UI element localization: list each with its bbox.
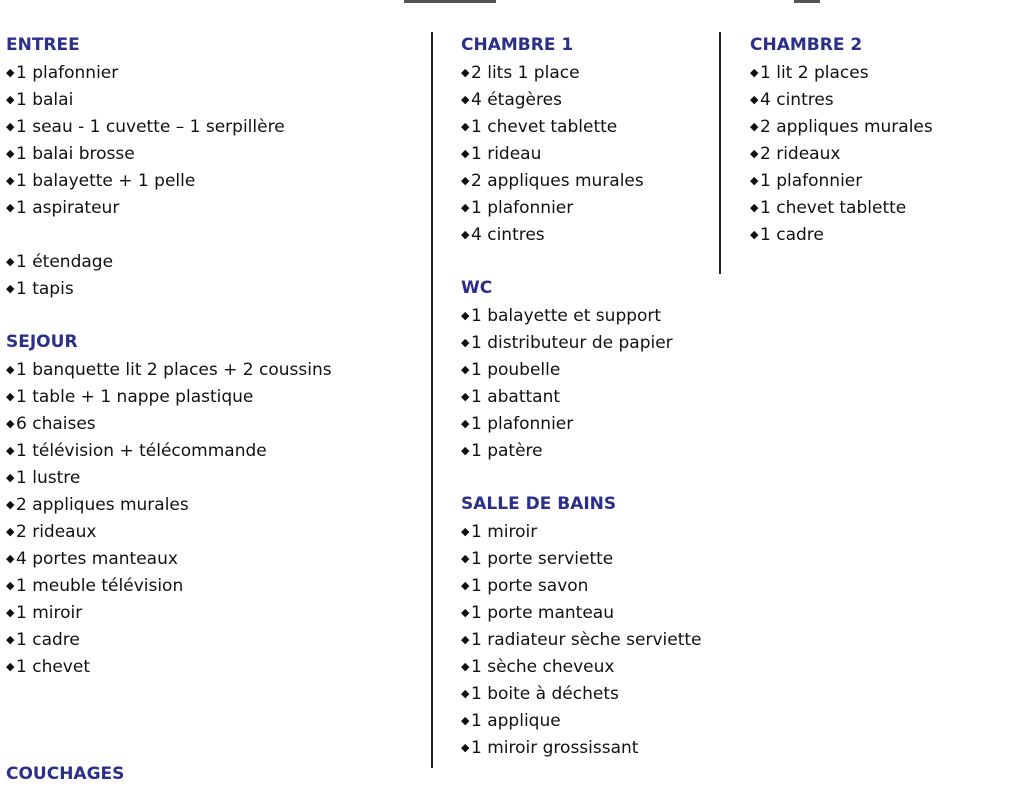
bullet-icon: ◆ <box>6 201 15 214</box>
bullet-icon: ◆ <box>6 390 15 403</box>
inventory-item <box>461 113 717 140</box>
inventory-item <box>6 140 426 167</box>
bullet-icon: ◆ <box>461 201 470 214</box>
inventory-item <box>461 653 717 680</box>
item-label: 1 miroir grossissant <box>471 738 639 758</box>
inventory-item <box>6 653 426 680</box>
bullet-icon: ◆ <box>461 633 470 646</box>
inventory-item <box>6 383 426 410</box>
inventory-item <box>6 572 426 599</box>
item-label: 1 porte serviette <box>471 549 614 569</box>
section-chambre-1 <box>461 32 717 248</box>
section-wc <box>461 275 717 464</box>
column-divider-left <box>431 32 433 768</box>
item-label: 2 appliques murales <box>760 117 933 137</box>
section-entree <box>6 32 426 302</box>
inventory-item <box>6 113 426 140</box>
bullet-icon: ◆ <box>750 120 759 133</box>
item-label: 1 chevet <box>16 657 90 677</box>
bullet-icon: ◆ <box>6 174 15 187</box>
inventory-item <box>6 194 426 221</box>
bullet-icon: ◆ <box>6 471 15 484</box>
section-title: WC <box>461 278 493 298</box>
column-1 <box>6 32 426 788</box>
item-label: 1 abattant <box>471 387 561 407</box>
bullet-icon: ◆ <box>461 552 470 565</box>
item-label: 1 table + 1 nappe plastique <box>16 387 254 407</box>
bullet-icon: ◆ <box>6 120 15 133</box>
bullet-icon: ◆ <box>6 606 15 619</box>
item-label: 1 balai brosse <box>16 144 135 164</box>
inventory-item <box>6 410 426 437</box>
bullet-icon: ◆ <box>6 579 15 592</box>
bullet-icon: ◆ <box>6 255 15 268</box>
item-label: 1 chevet tablette <box>760 198 907 218</box>
inventory-item <box>6 59 426 86</box>
item-label: 1 plafonnier <box>760 171 863 191</box>
item-label: 1 tapis <box>16 279 74 299</box>
inventory-item <box>6 86 426 113</box>
item-label: 1 aspirateur <box>16 198 120 218</box>
inventory-item <box>461 167 717 194</box>
inventory-item <box>461 707 717 734</box>
inventory-item <box>461 680 717 707</box>
item-label: 1 balayette et support <box>471 306 662 326</box>
item-label: 2 rideaux <box>760 144 841 164</box>
inventory-item <box>750 86 1020 113</box>
item-label: 6 chaises <box>16 414 96 434</box>
item-label: 4 cintres <box>471 225 545 245</box>
top-cropped-mark <box>794 0 820 3</box>
item-label: 2 lits 1 place <box>471 63 580 83</box>
section-title: SEJOUR <box>6 332 78 352</box>
inventory-item <box>461 410 717 437</box>
inventory-item <box>461 626 717 653</box>
bullet-icon: ◆ <box>461 444 470 457</box>
bullet-icon: ◆ <box>461 579 470 592</box>
bullet-icon: ◆ <box>461 120 470 133</box>
bullet-icon: ◆ <box>750 174 759 187</box>
bullet-icon: ◆ <box>750 66 759 79</box>
inventory-item <box>461 302 717 329</box>
item-label: 1 applique <box>471 711 561 731</box>
section-sejour <box>6 329 426 680</box>
bullet-icon: ◆ <box>461 606 470 619</box>
item-label: 1 sèche cheveux <box>471 657 615 677</box>
bullet-icon: ◆ <box>461 687 470 700</box>
item-label: 1 plafonnier <box>471 414 574 434</box>
inventory-item <box>461 194 717 221</box>
bullet-icon: ◆ <box>6 66 15 79</box>
bullet-icon: ◆ <box>461 66 470 79</box>
item-label: 1 lit 2 places <box>760 63 869 83</box>
bullet-icon: ◆ <box>461 714 470 727</box>
item-label: 1 plafonnier <box>16 63 119 83</box>
bullet-icon: ◆ <box>6 363 15 376</box>
top-cropped-mark <box>404 0 496 3</box>
bullet-icon: ◆ <box>6 552 15 565</box>
inventory-item <box>461 86 717 113</box>
inventory-item <box>6 626 426 653</box>
inventory-item <box>461 734 717 761</box>
item-label: 1 distributeur de papier <box>471 333 673 353</box>
inventory-item <box>461 221 717 248</box>
item-label: 1 radiateur sèche serviette <box>471 630 702 650</box>
item-label: 4 étagères <box>471 90 562 110</box>
bullet-icon: ◆ <box>6 660 15 673</box>
bullet-icon: ◆ <box>6 282 15 295</box>
bullet-icon: ◆ <box>461 390 470 403</box>
bullet-icon: ◆ <box>750 147 759 160</box>
section-title: COUCHAGES <box>6 764 125 784</box>
inventory-item <box>6 464 426 491</box>
bullet-icon: ◆ <box>461 147 470 160</box>
section-title: CHAMBRE 2 <box>750 35 863 55</box>
bullet-icon: ◆ <box>461 309 470 322</box>
bullet-icon: ◆ <box>461 660 470 673</box>
item-label: 1 meuble télévision <box>16 576 184 596</box>
inventory-item <box>6 275 426 302</box>
inventory-item <box>750 167 1020 194</box>
item-label: 1 étendage <box>16 252 114 272</box>
inventory-item <box>6 248 426 275</box>
section-title: CHAMBRE 1 <box>461 35 574 55</box>
inventory-item <box>6 545 426 572</box>
section-title: SALLE DE BAINS <box>461 494 617 514</box>
item-label: 1 banquette lit 2 places + 2 coussins <box>16 360 332 380</box>
item-label: 1 porte manteau <box>471 603 614 623</box>
section-couchages <box>6 761 426 788</box>
item-label: 1 plafonnier <box>471 198 574 218</box>
inventory-item <box>6 167 426 194</box>
item-label: 1 boite à déchets <box>471 684 619 704</box>
inventory-item <box>6 491 426 518</box>
item-label: 2 appliques murales <box>471 171 644 191</box>
section-salle-de-bains <box>461 491 717 761</box>
inventory-item <box>6 518 426 545</box>
inventory-item <box>461 545 717 572</box>
bullet-icon: ◆ <box>6 147 15 160</box>
bullet-icon: ◆ <box>6 93 15 106</box>
item-label: 1 chevet tablette <box>471 117 618 137</box>
bullet-icon: ◆ <box>461 525 470 538</box>
bullet-icon: ◆ <box>461 417 470 430</box>
item-label: 1 poubelle <box>471 360 561 380</box>
section-title: ENTREE <box>6 35 80 55</box>
bullet-icon: ◆ <box>6 417 15 430</box>
item-label: 2 rideaux <box>16 522 97 542</box>
item-label: 1 télévision + télécommande <box>16 441 267 461</box>
inventory-item <box>6 437 426 464</box>
bullet-icon: ◆ <box>461 363 470 376</box>
item-label: 1 cadre <box>16 630 80 650</box>
inventory-item <box>461 518 717 545</box>
bullet-icon: ◆ <box>6 444 15 457</box>
inventory-item <box>461 437 717 464</box>
column-2 <box>461 32 717 761</box>
inventory-item <box>461 599 717 626</box>
inventory-item <box>461 329 717 356</box>
item-label: 1 balai <box>16 90 74 110</box>
inventory-item <box>750 221 1020 248</box>
item-label: 2 appliques murales <box>16 495 189 515</box>
inventory-item <box>461 356 717 383</box>
bullet-icon: ◆ <box>6 525 15 538</box>
inventory-item <box>6 356 426 383</box>
bullet-icon: ◆ <box>461 741 470 754</box>
bullet-icon: ◆ <box>461 93 470 106</box>
item-label: 1 patère <box>471 441 543 461</box>
item-label: 1 rideau <box>471 144 542 164</box>
bullet-icon: ◆ <box>461 174 470 187</box>
inventory-item <box>750 140 1020 167</box>
inventory-item <box>6 599 426 626</box>
inventory-item <box>461 59 717 86</box>
bullet-icon: ◆ <box>6 498 15 511</box>
inventory-item <box>461 383 717 410</box>
inventory-item <box>461 140 717 167</box>
bullet-icon: ◆ <box>6 633 15 646</box>
item-label: 1 miroir <box>471 522 538 542</box>
column-divider-right <box>719 32 721 274</box>
item-label: 1 lustre <box>16 468 81 488</box>
inventory-item <box>461 572 717 599</box>
item-label: 1 porte savon <box>471 576 589 596</box>
inventory-item <box>750 194 1020 221</box>
item-label: 1 seau - 1 cuvette – 1 serpillère <box>16 117 285 137</box>
bullet-icon: ◆ <box>750 201 759 214</box>
inventory-item <box>750 113 1020 140</box>
bullet-icon: ◆ <box>750 93 759 106</box>
item-label: 4 portes manteaux <box>16 549 178 569</box>
bullet-icon: ◆ <box>750 228 759 241</box>
bullet-icon: ◆ <box>461 336 470 349</box>
item-label: 1 miroir <box>16 603 83 623</box>
item-label: 1 balayette + 1 pelle <box>16 171 196 191</box>
bullet-icon: ◆ <box>461 228 470 241</box>
item-label: 1 cadre <box>760 225 824 245</box>
inventory-item <box>750 59 1020 86</box>
item-label: 4 cintres <box>760 90 834 110</box>
section-chambre-2 <box>750 32 1020 248</box>
column-3 <box>750 32 1020 248</box>
